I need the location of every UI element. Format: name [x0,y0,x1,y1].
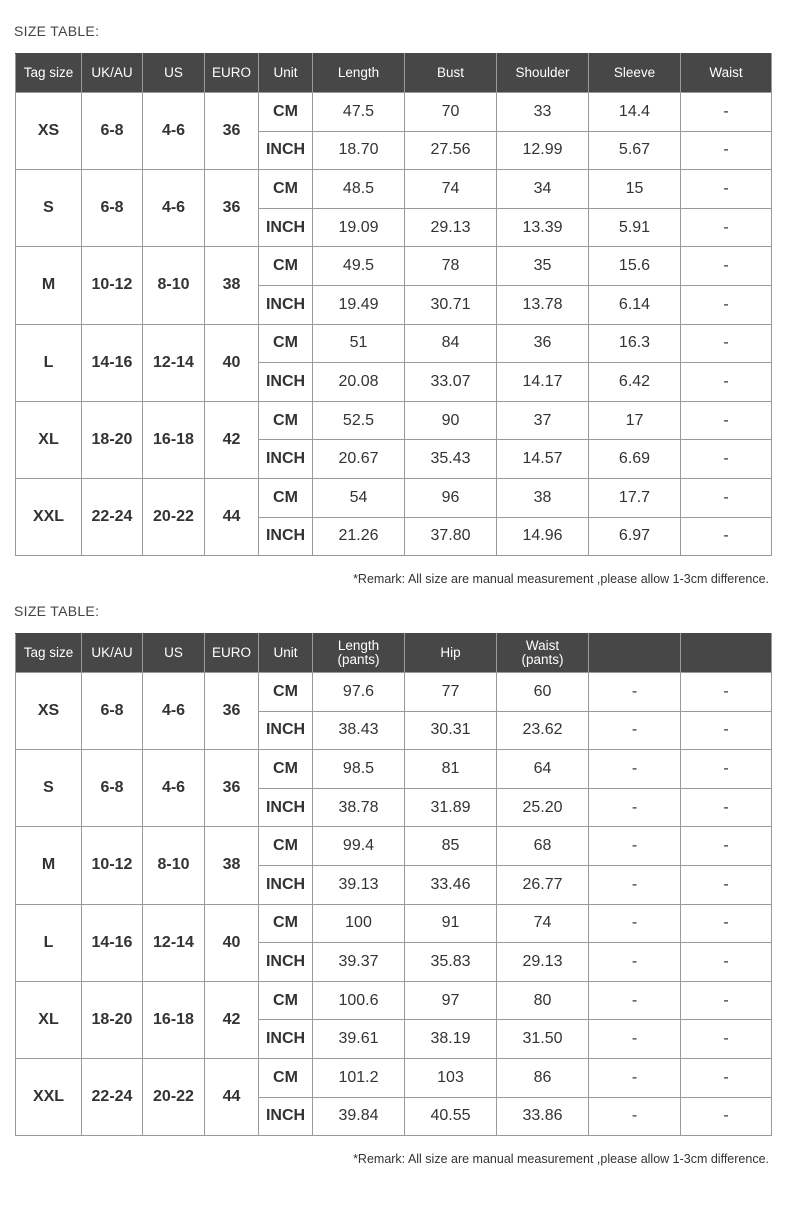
measurement-cell: 78 [405,247,497,286]
euro-cell: 38 [205,827,259,904]
measurement-cell: - [681,440,772,479]
measurement-cell: 39.13 [313,865,405,904]
size-tag-cell: L [16,324,82,401]
us-cell: 4-6 [143,750,205,827]
measurement-cell: 33.07 [405,363,497,402]
column-header-line: Length [337,638,380,653]
unit-cell: CM [259,827,313,866]
measurement-cell: 86 [497,1058,589,1097]
measurement-cell: 91 [405,904,497,943]
us-cell: 4-6 [143,170,205,247]
measurement-cell: 47.5 [313,93,405,132]
column-header: Sleeve [589,54,681,93]
column-header: Hip [405,634,497,673]
measurement-cell: 20.08 [313,363,405,402]
table-row [16,401,772,440]
column-header: EURO [205,634,259,673]
uk-au-cell: 6-8 [82,673,143,750]
size-tag-cell: M [16,247,82,324]
column-header-line: Waist [525,638,560,653]
table-row [16,93,772,132]
measurement-cell: 14.57 [497,440,589,479]
measurement-cell: - [681,711,772,750]
measurement-cell: 48.5 [313,170,405,209]
measurement-cell: 36 [497,324,589,363]
measurement-cell: 38.43 [313,711,405,750]
size-tag-cell: S [16,170,82,247]
header-row [16,634,772,673]
measurement-cell: 17.7 [589,478,681,517]
measurement-cell: 39.61 [313,1020,405,1059]
measurement-cell: - [681,788,772,827]
uk-au-cell: 22-24 [82,478,143,555]
measurement-cell: 100 [313,904,405,943]
us-cell: 12-14 [143,324,205,401]
size-table-pants [15,633,772,1136]
size-tag-cell: S [16,750,82,827]
measurement-cell: 6.42 [589,363,681,402]
measurement-cell: - [681,324,772,363]
table-row [16,1058,772,1097]
measurement-cell: - [589,943,681,982]
euro-cell: 42 [205,401,259,478]
measurement-cell: 21.26 [313,517,405,556]
column-header [589,634,681,673]
unit-cell: INCH [259,788,313,827]
measurement-cell: 54 [313,478,405,517]
unit-cell: INCH [259,1020,313,1059]
measurement-cell: 99.4 [313,827,405,866]
measurement-cell: - [681,943,772,982]
measurement-cell: 49.5 [313,247,405,286]
measurement-cell: 52.5 [313,401,405,440]
uk-au-cell: 10-12 [82,247,143,324]
measurement-cell: 80 [497,981,589,1020]
unit-cell: INCH [259,285,313,324]
measurement-cell: 14.17 [497,363,589,402]
table-row [16,827,772,866]
measurement-cell: 14.96 [497,517,589,556]
measurement-cell: 18.70 [313,131,405,170]
uk-au-cell: 18-20 [82,981,143,1058]
measurement-cell: - [681,285,772,324]
column-header: Length [313,54,405,93]
column-header [313,634,405,673]
euro-cell: 36 [205,673,259,750]
unit-cell: INCH [259,440,313,479]
measurement-cell: 30.31 [405,711,497,750]
measurement-cell: - [681,981,772,1020]
measurement-cell: 38 [497,478,589,517]
column-header: US [143,54,205,93]
measurement-cell: - [589,750,681,789]
unit-cell: CM [259,324,313,363]
column-header: Tag size [16,634,82,673]
size-table-title-2: SIZE TABLE: [14,603,100,619]
measurement-cell: 40.55 [405,1097,497,1136]
size-tag-cell: L [16,904,82,981]
measurement-cell: 31.50 [497,1020,589,1059]
unit-cell: CM [259,981,313,1020]
measurement-cell: - [589,1097,681,1136]
measurement-cell: - [681,1020,772,1059]
table-row [16,478,772,517]
measurement-cell: 12.99 [497,131,589,170]
euro-cell: 36 [205,93,259,170]
remark-1: *Remark: All size are manual measurement ,please allow 1-3cm difference. [353,572,769,586]
measurement-cell: - [589,711,681,750]
measurement-cell: 20.67 [313,440,405,479]
unit-cell: CM [259,247,313,286]
uk-au-cell: 6-8 [82,93,143,170]
measurement-cell: 33.46 [405,865,497,904]
measurement-cell: 31.89 [405,788,497,827]
unit-cell: CM [259,904,313,943]
us-cell: 16-18 [143,981,205,1058]
uk-au-cell: 18-20 [82,401,143,478]
measurement-cell: 23.62 [497,711,589,750]
column-header: Waist [681,54,772,93]
euro-cell: 38 [205,247,259,324]
column-header: Shoulder [497,54,589,93]
measurement-cell: 35.83 [405,943,497,982]
unit-cell: INCH [259,865,313,904]
measurement-cell: 34 [497,170,589,209]
unit-cell: CM [259,673,313,712]
column-header [681,634,772,673]
column-header-line: (pants) [521,652,564,667]
measurement-cell: - [589,673,681,712]
unit-cell: INCH [259,1097,313,1136]
size-tag-cell: M [16,827,82,904]
measurement-cell: 84 [405,324,497,363]
euro-cell: 40 [205,324,259,401]
us-cell: 4-6 [143,93,205,170]
measurement-cell: 14.4 [589,93,681,132]
size-tag-cell: XS [16,93,82,170]
column-header [497,634,589,673]
measurement-cell: 74 [405,170,497,209]
measurement-cell: 103 [405,1058,497,1097]
measurement-cell: 17 [589,401,681,440]
measurement-cell: 30.71 [405,285,497,324]
measurement-cell: 39.37 [313,943,405,982]
measurement-cell: 70 [405,93,497,132]
measurement-cell: 13.78 [497,285,589,324]
remark-2: *Remark: All size are manual measurement ,please allow 1-3cm difference. [353,1152,769,1166]
measurement-cell: 51 [313,324,405,363]
unit-cell: CM [259,401,313,440]
measurement-cell: - [681,827,772,866]
measurement-cell: - [589,904,681,943]
measurement-cell: 96 [405,478,497,517]
measurement-cell: - [681,401,772,440]
measurement-cell: 81 [405,750,497,789]
measurement-cell: 38.19 [405,1020,497,1059]
measurement-cell: 37 [497,401,589,440]
uk-au-cell: 6-8 [82,170,143,247]
size-table-tops [15,53,772,556]
measurement-cell: 15.6 [589,247,681,286]
measurement-cell: 13.39 [497,208,589,247]
table-row [16,981,772,1020]
us-cell: 8-10 [143,247,205,324]
unit-cell: CM [259,170,313,209]
measurement-cell: - [681,208,772,247]
measurement-cell: 15 [589,170,681,209]
measurement-cell: - [681,1058,772,1097]
measurement-cell: 27.56 [405,131,497,170]
measurement-cell: - [681,93,772,132]
size-tag-cell: XL [16,981,82,1058]
column-header: Tag size [16,54,82,93]
column-header: Unit [259,634,313,673]
size-tag-cell: XXL [16,1058,82,1135]
column-header: UK/AU [82,54,143,93]
measurement-cell: - [681,865,772,904]
unit-cell: CM [259,750,313,789]
measurement-cell: 98.5 [313,750,405,789]
unit-cell: INCH [259,363,313,402]
us-cell: 12-14 [143,904,205,981]
measurement-cell: - [589,788,681,827]
size-tag-cell: XL [16,401,82,478]
measurement-cell: 101.2 [313,1058,405,1097]
measurement-cell: 77 [405,673,497,712]
us-cell: 4-6 [143,673,205,750]
euro-cell: 36 [205,750,259,827]
measurement-cell: 33.86 [497,1097,589,1136]
measurement-cell: - [681,478,772,517]
measurement-cell: 97 [405,981,497,1020]
measurement-cell: 5.91 [589,208,681,247]
measurement-cell: - [681,363,772,402]
measurement-cell: 6.69 [589,440,681,479]
measurement-cell: - [681,904,772,943]
euro-cell: 44 [205,1058,259,1135]
measurement-cell: - [589,1020,681,1059]
size-tag-cell: XXL [16,478,82,555]
uk-au-cell: 14-16 [82,904,143,981]
unit-cell: INCH [259,711,313,750]
column-header: Bust [405,54,497,93]
us-cell: 20-22 [143,478,205,555]
euro-cell: 36 [205,170,259,247]
table-row [16,750,772,789]
unit-cell: INCH [259,517,313,556]
euro-cell: 40 [205,904,259,981]
unit-cell: CM [259,93,313,132]
measurement-cell: 64 [497,750,589,789]
uk-au-cell: 14-16 [82,324,143,401]
measurement-cell: 74 [497,904,589,943]
euro-cell: 42 [205,981,259,1058]
measurement-cell: 19.49 [313,285,405,324]
measurement-cell: 26.77 [497,865,589,904]
measurement-cell: - [589,865,681,904]
measurement-cell: - [681,1097,772,1136]
column-header: US [143,634,205,673]
measurement-cell: - [589,981,681,1020]
measurement-cell: 39.84 [313,1097,405,1136]
table-row [16,904,772,943]
measurement-cell: 19.09 [313,208,405,247]
column-header: Unit [259,54,313,93]
uk-au-cell: 22-24 [82,1058,143,1135]
us-cell: 16-18 [143,401,205,478]
table-row [16,673,772,712]
measurement-cell: 29.13 [405,208,497,247]
measurement-cell: 33 [497,93,589,132]
measurement-cell: 16.3 [589,324,681,363]
measurement-cell: 35.43 [405,440,497,479]
measurement-cell: - [681,517,772,556]
table-row [16,170,772,209]
column-header-line: (pants) [337,652,380,667]
measurement-cell: 5.67 [589,131,681,170]
measurement-cell: 6.14 [589,285,681,324]
size-table-title-1: SIZE TABLE: [14,23,100,39]
measurement-cell: 68 [497,827,589,866]
measurement-cell: 6.97 [589,517,681,556]
us-cell: 20-22 [143,1058,205,1135]
euro-cell: 44 [205,478,259,555]
table-row [16,247,772,286]
measurement-cell: 37.80 [405,517,497,556]
unit-cell: INCH [259,131,313,170]
size-tag-cell: XS [16,673,82,750]
table-row [16,324,772,363]
measurement-cell: - [681,170,772,209]
measurement-cell: - [589,827,681,866]
uk-au-cell: 6-8 [82,750,143,827]
header-row [16,54,772,93]
measurement-cell: 25.20 [497,788,589,827]
measurement-cell: - [681,247,772,286]
measurement-cell: 90 [405,401,497,440]
measurement-cell: - [681,750,772,789]
measurement-cell: - [589,1058,681,1097]
measurement-cell: 29.13 [497,943,589,982]
measurement-cell: - [681,673,772,712]
unit-cell: INCH [259,208,313,247]
measurement-cell: 97.6 [313,673,405,712]
us-cell: 8-10 [143,827,205,904]
measurement-cell: 38.78 [313,788,405,827]
measurement-cell: - [681,131,772,170]
unit-cell: INCH [259,943,313,982]
measurement-cell: 60 [497,673,589,712]
measurement-cell: 85 [405,827,497,866]
uk-au-cell: 10-12 [82,827,143,904]
unit-cell: CM [259,478,313,517]
column-header: EURO [205,54,259,93]
column-header: UK/AU [82,634,143,673]
measurement-cell: 100.6 [313,981,405,1020]
unit-cell: CM [259,1058,313,1097]
measurement-cell: 35 [497,247,589,286]
